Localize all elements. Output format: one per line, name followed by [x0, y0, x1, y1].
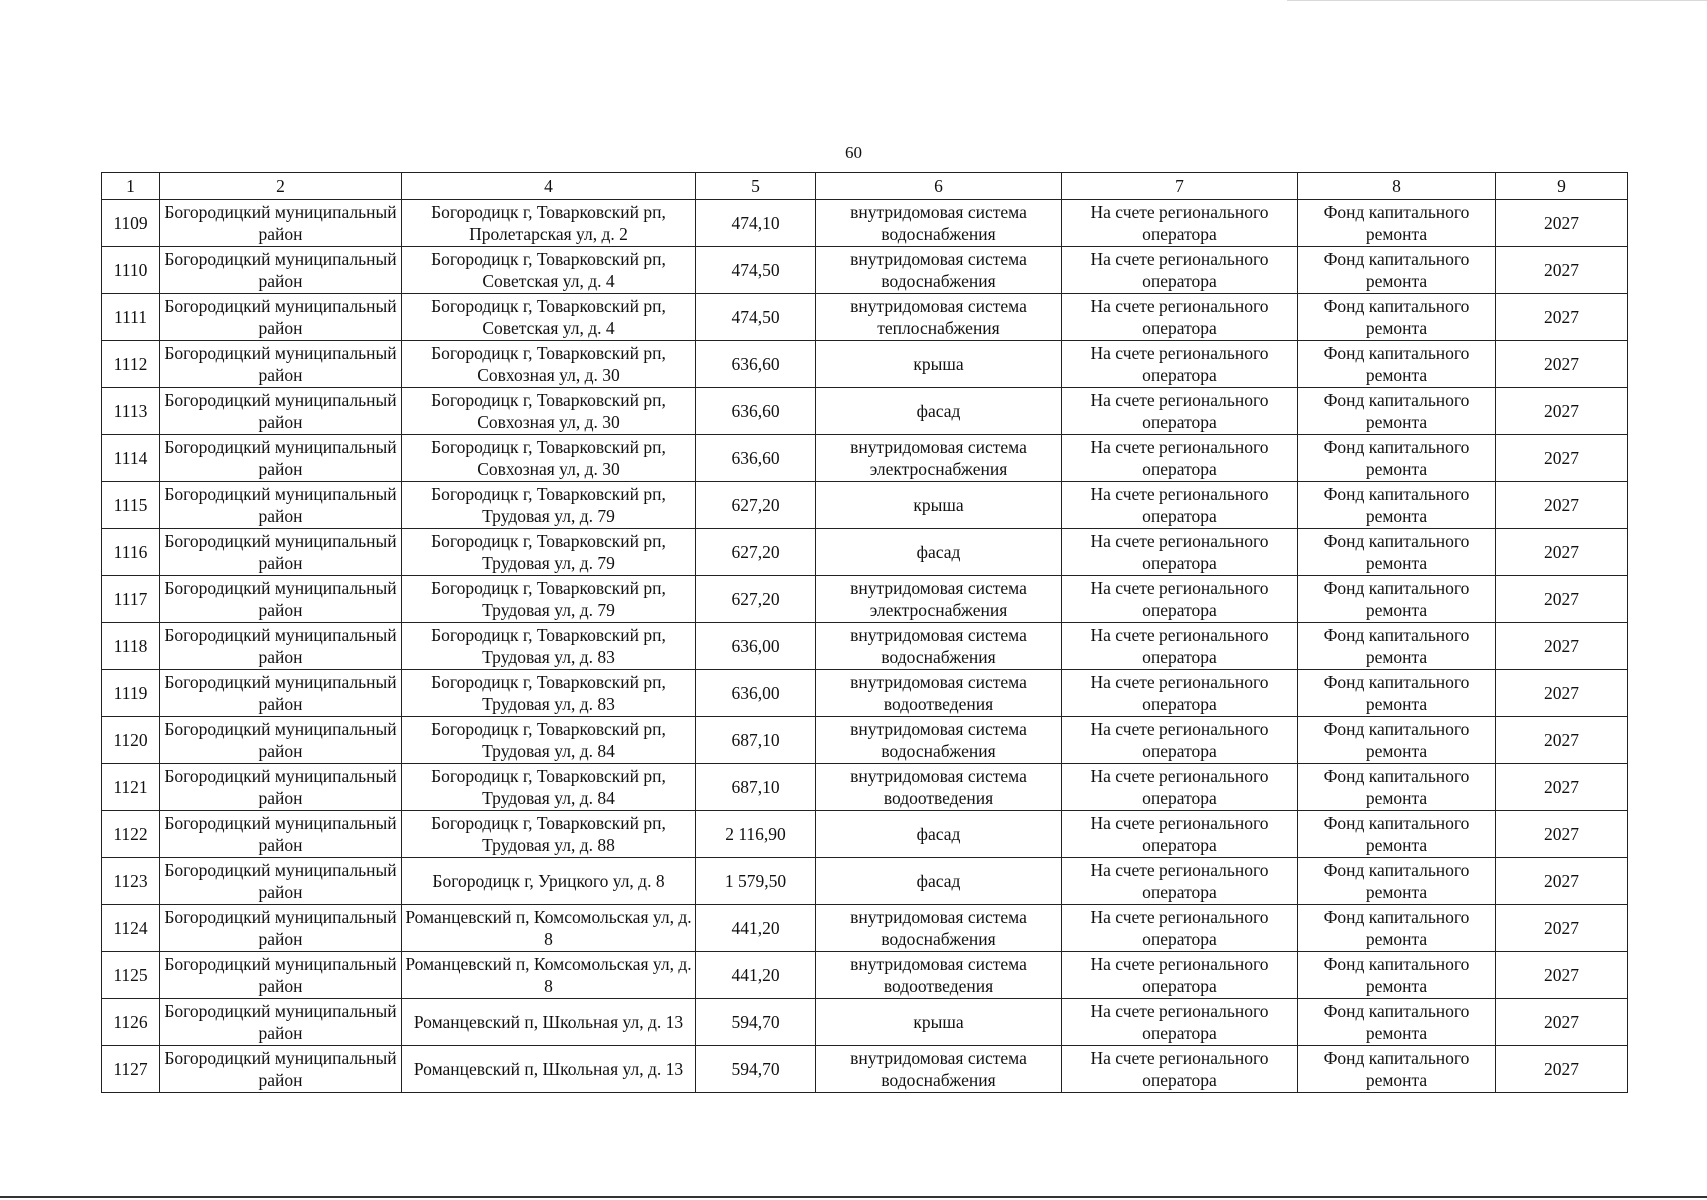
row-number-cell: 1125 [102, 952, 160, 999]
area-value-cell: 627,20 [696, 529, 816, 576]
address-cell: Богородицк г, Товарковский рп, Совхозная ул, д. 30 [402, 435, 696, 482]
fund-cell: Фонд капитального ремонта [1298, 811, 1496, 858]
address-cell: Богородицк г, Товарковский рп, Трудовая ул, д. 79 [402, 576, 696, 623]
table-row [102, 529, 1628, 576]
fund-cell: Фонд капитального ремонта [1298, 200, 1496, 247]
account-cell: На счете регионального оператора [1062, 200, 1298, 247]
work-type-cell: внутридомовая система водоснабжения [816, 200, 1062, 247]
year-cell: 2027 [1496, 999, 1628, 1046]
year-cell: 2027 [1496, 576, 1628, 623]
year-cell: 2027 [1496, 529, 1628, 576]
table-row [102, 952, 1628, 999]
capital-repair-table [101, 172, 1628, 1093]
year-cell: 2027 [1496, 952, 1628, 999]
table-row [102, 905, 1628, 952]
header-cell-col-2: 2 [160, 173, 402, 200]
address-cell: Богородицк г, Товарковский рп, Совхозная ул, д. 30 [402, 388, 696, 435]
row-number-cell: 1124 [102, 905, 160, 952]
page-number: 60 [845, 143, 862, 162]
scan-edge-line [1287, 0, 1707, 1]
address-cell: Романцевский п, Комсомольская ул, д. 8 [402, 905, 696, 952]
district-cell: Богородицкий муниципальный район [160, 200, 402, 247]
address-cell: Богородицк г, Товарковский рп, Трудовая ул, д. 83 [402, 670, 696, 717]
area-value-cell: 594,70 [696, 999, 816, 1046]
district-cell: Богородицкий муниципальный район [160, 717, 402, 764]
area-value-cell: 627,20 [696, 482, 816, 529]
work-type-cell: крыша [816, 482, 1062, 529]
area-value-cell: 687,10 [696, 764, 816, 811]
table-row [102, 388, 1628, 435]
fund-cell: Фонд капитального ремонта [1298, 529, 1496, 576]
table-row [102, 200, 1628, 247]
account-cell: На счете регионального оператора [1062, 811, 1298, 858]
row-number-cell: 1119 [102, 670, 160, 717]
fund-cell: Фонд капитального ремонта [1298, 952, 1496, 999]
fund-cell: Фонд капитального ремонта [1298, 341, 1496, 388]
district-cell: Богородицкий муниципальный район [160, 623, 402, 670]
account-cell: На счете регионального оператора [1062, 905, 1298, 952]
row-number-cell: 1120 [102, 717, 160, 764]
area-value-cell: 1 579,50 [696, 858, 816, 905]
header-cell-col-9: 9 [1496, 173, 1628, 200]
account-cell: На счете регионального оператора [1062, 435, 1298, 482]
area-value-cell: 636,60 [696, 341, 816, 388]
account-cell: На счете регионального оператора [1062, 670, 1298, 717]
row-number-cell: 1117 [102, 576, 160, 623]
row-number-cell: 1110 [102, 247, 160, 294]
header-cell-col-5: 5 [696, 173, 816, 200]
address-cell: Богородицк г, Товарковский рп, Трудовая ул, д. 79 [402, 529, 696, 576]
table-row [102, 811, 1628, 858]
row-number-cell: 1114 [102, 435, 160, 482]
year-cell: 2027 [1496, 764, 1628, 811]
year-cell: 2027 [1496, 247, 1628, 294]
row-number-cell: 1127 [102, 1046, 160, 1093]
address-cell: Романцевский п, Школьная ул, д. 13 [402, 999, 696, 1046]
row-number-cell: 1121 [102, 764, 160, 811]
address-cell: Богородицк г, Товарковский рп, Советская ул, д. 4 [402, 294, 696, 341]
work-type-cell: крыша [816, 341, 1062, 388]
area-value-cell: 627,20 [696, 576, 816, 623]
table-row [102, 341, 1628, 388]
district-cell: Богородицкий муниципальный район [160, 670, 402, 717]
fund-cell: Фонд капитального ремонта [1298, 294, 1496, 341]
area-value-cell: 441,20 [696, 952, 816, 999]
fund-cell: Фонд капитального ремонта [1298, 858, 1496, 905]
year-cell: 2027 [1496, 1046, 1628, 1093]
address-cell: Богородицк г, Товарковский рп, Трудовая ул, д. 84 [402, 717, 696, 764]
work-type-cell: внутридомовая система водоснабжения [816, 717, 1062, 764]
year-cell: 2027 [1496, 435, 1628, 482]
header-cell-col-8: 8 [1298, 173, 1496, 200]
account-cell: На счете регионального оператора [1062, 576, 1298, 623]
area-value-cell: 441,20 [696, 905, 816, 952]
account-cell: На счете регионального оператора [1062, 388, 1298, 435]
document-table-wrapper [101, 172, 1627, 1093]
work-type-cell: внутридомовая система водоснабжения [816, 1046, 1062, 1093]
address-cell: Богородицк г, Товарковский рп, Советская ул, д. 4 [402, 247, 696, 294]
fund-cell: Фонд капитального ремонта [1298, 717, 1496, 764]
table-row [102, 623, 1628, 670]
account-cell: На счете регионального оператора [1062, 247, 1298, 294]
table-row [102, 717, 1628, 764]
row-number-cell: 1123 [102, 858, 160, 905]
area-value-cell: 636,60 [696, 435, 816, 482]
account-cell: На счете регионального оператора [1062, 341, 1298, 388]
year-cell: 2027 [1496, 905, 1628, 952]
account-cell: На счете регионального оператора [1062, 999, 1298, 1046]
row-number-cell: 1112 [102, 341, 160, 388]
header-row [102, 173, 1628, 200]
fund-cell: Фонд капитального ремонта [1298, 1046, 1496, 1093]
address-cell: Романцевский п, Комсомольская ул, д. 8 [402, 952, 696, 999]
account-cell: На счете регионального оператора [1062, 858, 1298, 905]
year-cell: 2027 [1496, 294, 1628, 341]
address-cell: Богородицк г, Товарковский рп, Трудовая ул, д. 83 [402, 623, 696, 670]
row-number-cell: 1122 [102, 811, 160, 858]
district-cell: Богородицкий муниципальный район [160, 341, 402, 388]
row-number-cell: 1118 [102, 623, 160, 670]
fund-cell: Фонд капитального ремонта [1298, 623, 1496, 670]
fund-cell: Фонд капитального ремонта [1298, 482, 1496, 529]
year-cell: 2027 [1496, 623, 1628, 670]
year-cell: 2027 [1496, 341, 1628, 388]
work-type-cell: внутридомовая система теплоснабжения [816, 294, 1062, 341]
work-type-cell: крыша [816, 999, 1062, 1046]
work-type-cell: внутридомовая система электроснабжения [816, 576, 1062, 623]
district-cell: Богородицкий муниципальный район [160, 811, 402, 858]
area-value-cell: 474,50 [696, 247, 816, 294]
district-cell: Богородицкий муниципальный район [160, 482, 402, 529]
work-type-cell: фасад [816, 858, 1062, 905]
table-row [102, 576, 1628, 623]
account-cell: На счете регионального оператора [1062, 952, 1298, 999]
account-cell: На счете регионального оператора [1062, 482, 1298, 529]
work-type-cell: фасад [816, 811, 1062, 858]
table-row [102, 670, 1628, 717]
address-cell: Богородицк г, Товарковский рп, Совхозная ул, д. 30 [402, 341, 696, 388]
area-value-cell: 474,10 [696, 200, 816, 247]
district-cell: Богородицкий муниципальный район [160, 1046, 402, 1093]
area-value-cell: 687,10 [696, 717, 816, 764]
work-type-cell: внутридомовая система водоотведения [816, 670, 1062, 717]
work-type-cell: внутридомовая система водоотведения [816, 764, 1062, 811]
header-cell-col-4: 4 [402, 173, 696, 200]
year-cell: 2027 [1496, 670, 1628, 717]
district-cell: Богородицкий муниципальный район [160, 764, 402, 811]
row-number-cell: 1113 [102, 388, 160, 435]
address-cell: Богородицк г, Товарковский рп, Трудовая ул, д. 84 [402, 764, 696, 811]
district-cell: Богородицкий муниципальный район [160, 999, 402, 1046]
account-cell: На счете регионального оператора [1062, 529, 1298, 576]
district-cell: Богородицкий муниципальный район [160, 858, 402, 905]
area-value-cell: 2 116,90 [696, 811, 816, 858]
row-number-cell: 1115 [102, 482, 160, 529]
fund-cell: Фонд капитального ремонта [1298, 576, 1496, 623]
row-number-cell: 1126 [102, 999, 160, 1046]
fund-cell: Фонд капитального ремонта [1298, 388, 1496, 435]
work-type-cell: внутридомовая система водоснабжения [816, 905, 1062, 952]
fund-cell: Фонд капитального ремонта [1298, 435, 1496, 482]
district-cell: Богородицкий муниципальный район [160, 388, 402, 435]
work-type-cell: фасад [816, 529, 1062, 576]
work-type-cell: внутридомовая система водоотведения [816, 952, 1062, 999]
table-row [102, 247, 1628, 294]
fund-cell: Фонд капитального ремонта [1298, 764, 1496, 811]
address-cell: Романцевский п, Школьная ул, д. 13 [402, 1046, 696, 1093]
row-number-cell: 1109 [102, 200, 160, 247]
row-number-cell: 1111 [102, 294, 160, 341]
table-row [102, 999, 1628, 1046]
account-cell: На счете регионального оператора [1062, 764, 1298, 811]
district-cell: Богородицкий муниципальный район [160, 952, 402, 999]
account-cell: На счете регионального оператора [1062, 717, 1298, 764]
fund-cell: Фонд капитального ремонта [1298, 905, 1496, 952]
area-value-cell: 636,00 [696, 670, 816, 717]
district-cell: Богородицкий муниципальный район [160, 294, 402, 341]
table-row [102, 858, 1628, 905]
address-cell: Богородицк г, Товарковский рп, Пролетарская ул, д. 2 [402, 200, 696, 247]
fund-cell: Фонд капитального ремонта [1298, 670, 1496, 717]
year-cell: 2027 [1496, 388, 1628, 435]
work-type-cell: внутридомовая система водоснабжения [816, 247, 1062, 294]
header-cell-col-6: 6 [816, 173, 1062, 200]
area-value-cell: 636,00 [696, 623, 816, 670]
address-cell: Богородицк г, Товарковский рп, Трудовая ул, д. 88 [402, 811, 696, 858]
address-cell: Богородицк г, Урицкого ул, д. 8 [402, 858, 696, 905]
district-cell: Богородицкий муниципальный район [160, 435, 402, 482]
year-cell: 2027 [1496, 717, 1628, 764]
work-type-cell: внутридомовая система электроснабжения [816, 435, 1062, 482]
table-row [102, 1046, 1628, 1093]
area-value-cell: 636,60 [696, 388, 816, 435]
table-row [102, 435, 1628, 482]
header-cell-col-1: 1 [102, 173, 160, 200]
address-cell: Богородицк г, Товарковский рп, Трудовая ул, д. 79 [402, 482, 696, 529]
table-header [102, 173, 1628, 200]
district-cell: Богородицкий муниципальный район [160, 576, 402, 623]
row-number-cell: 1116 [102, 529, 160, 576]
fund-cell: Фонд капитального ремонта [1298, 999, 1496, 1046]
table-row [102, 294, 1628, 341]
account-cell: На счете регионального оператора [1062, 1046, 1298, 1093]
account-cell: На счете регионального оператора [1062, 623, 1298, 670]
account-cell: На счете регионального оператора [1062, 294, 1298, 341]
year-cell: 2027 [1496, 200, 1628, 247]
district-cell: Богородицкий муниципальный район [160, 529, 402, 576]
work-type-cell: внутридомовая система водоснабжения [816, 623, 1062, 670]
work-type-cell: фасад [816, 388, 1062, 435]
table-body [102, 200, 1628, 1093]
district-cell: Богородицкий муниципальный район [160, 247, 402, 294]
area-value-cell: 594,70 [696, 1046, 816, 1093]
year-cell: 2027 [1496, 858, 1628, 905]
area-value-cell: 474,50 [696, 294, 816, 341]
table-row [102, 764, 1628, 811]
district-cell: Богородицкий муниципальный район [160, 905, 402, 952]
year-cell: 2027 [1496, 811, 1628, 858]
table-row [102, 482, 1628, 529]
scan-bottom-edge [0, 1196, 1707, 1198]
year-cell: 2027 [1496, 482, 1628, 529]
header-cell-col-7: 7 [1062, 173, 1298, 200]
fund-cell: Фонд капитального ремонта [1298, 247, 1496, 294]
